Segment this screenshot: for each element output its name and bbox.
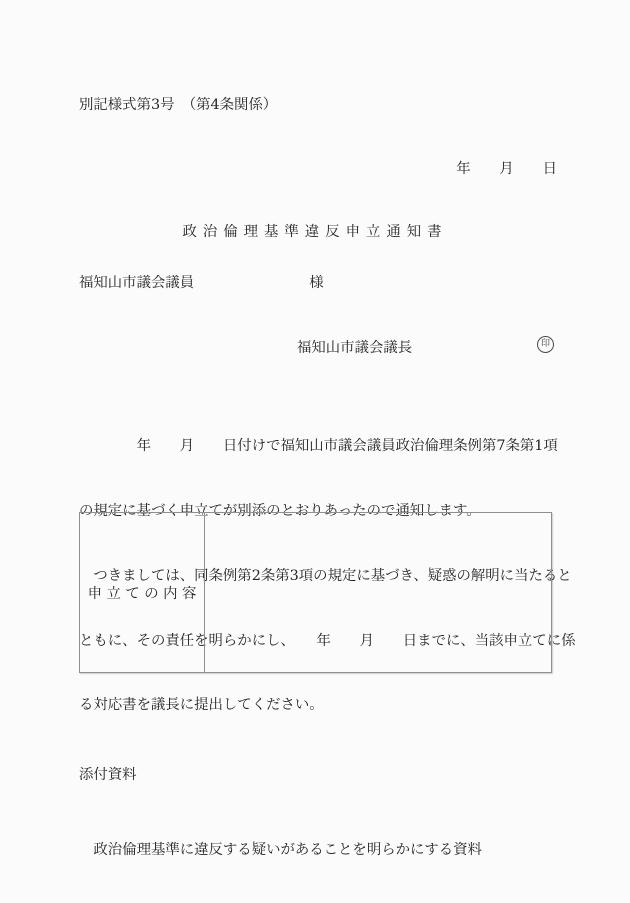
seal-character: 印 [540,339,550,349]
body-line-1: 年 月 日付けで福知山市議会議員政治倫理条例第7条第1項 [79,438,558,455]
attachment-section [79,713,482,903]
form-number: 別記様式第3号 （第4条関係） [79,97,278,113]
body-line-2: の規定に基づく申立てが別添のとおりあったので通知します。 [79,502,481,519]
seal-icon [537,336,554,353]
attachment-heading: 添付資料 [79,767,137,783]
claim-content-table [79,512,552,673]
attachment-item: 政治倫理基準に違反する疑いがあることを明らかにする資料 [79,842,482,858]
body-line-4: ともに、その責任を明らかにし、 年 月 日までに、当該申立てに係 [79,632,576,649]
claim-content-cell [205,513,551,672]
document-title: 政治倫理基準違反申立通知書 [182,224,448,240]
sender-line: 福知山市議会議長 [297,340,413,356]
addressee-line: 福知山市議会議員 様 [79,275,324,291]
body-line-3: つきましては、同条例第2条第3項の規定に基づき、疑惑の解明に当たると [79,567,572,584]
claim-label-cell [80,513,205,672]
claim-label: 申立ての内容 [87,586,201,602]
date-blank-line: 年 月 日 [456,161,557,177]
body-line-5: る対応書を議長に提出してください。 [79,697,324,714]
